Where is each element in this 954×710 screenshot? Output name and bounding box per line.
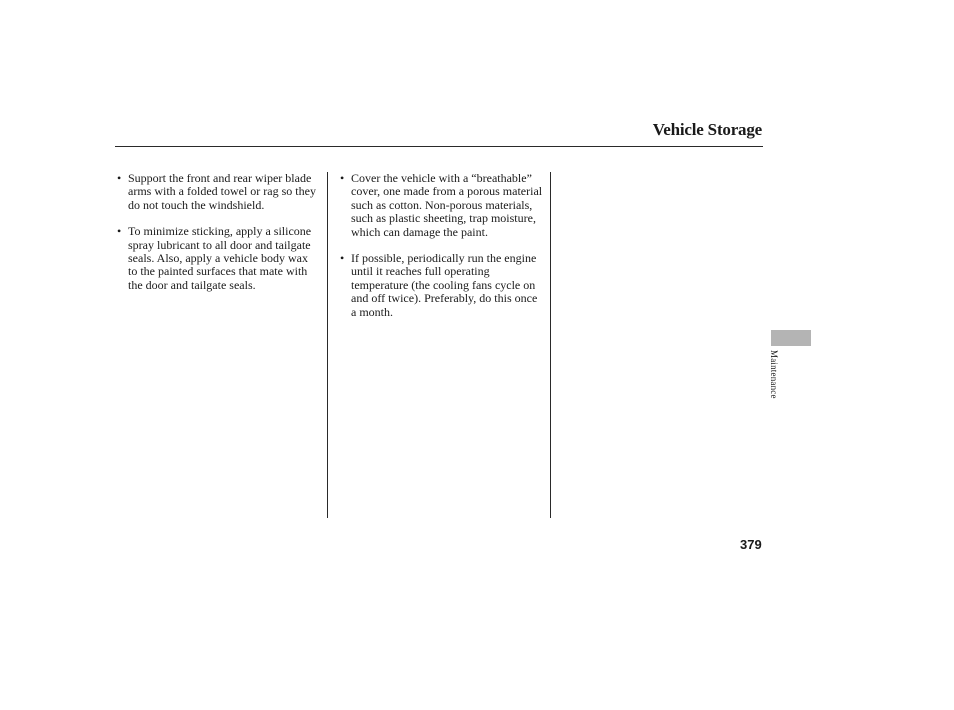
list-item-text: If possible, periodically run the engine until it reaches full operating temperature (the cooling fans cycle on and off twice). Preferably, do this once a month. [351, 251, 538, 319]
bullet-icon: • [117, 171, 122, 185]
left-column [117, 172, 317, 305]
list-item-text: Cover the vehicle with a “breathable” cover, one made from a porous material such as cotton. Non-porous materials, such as plastic sheeting, trap moisture, which can damage the paint. [351, 171, 543, 239]
column-divider [327, 172, 328, 518]
bullet-icon: • [117, 224, 122, 239]
list-item [117, 225, 317, 292]
bullet-list [117, 172, 317, 292]
list-item [340, 252, 545, 319]
list-item-text: Support the front and rear wiper blade arms with a folded towel or rag so they do not touch the windshield. [128, 171, 316, 212]
middle-column [340, 172, 545, 332]
page-title: Vehicle Storage [652, 120, 762, 139]
section-tab [771, 330, 811, 346]
list-item [117, 172, 317, 212]
bullet-icon: • [340, 251, 345, 266]
list-item [340, 172, 545, 239]
bullet-icon: • [340, 171, 345, 185]
bullet-list [340, 172, 545, 319]
list-item-text: To minimize sticking, apply a silicone spray lubricant to all door and tailgate seals. Also, apply a vehicle body wax to the painted surfaces that mate with the door and tailgate seals. [128, 224, 312, 292]
header-rule [115, 146, 763, 147]
page-number: 379 [740, 537, 762, 552]
section-label: Maintenance [769, 350, 779, 399]
column-divider [550, 172, 551, 518]
